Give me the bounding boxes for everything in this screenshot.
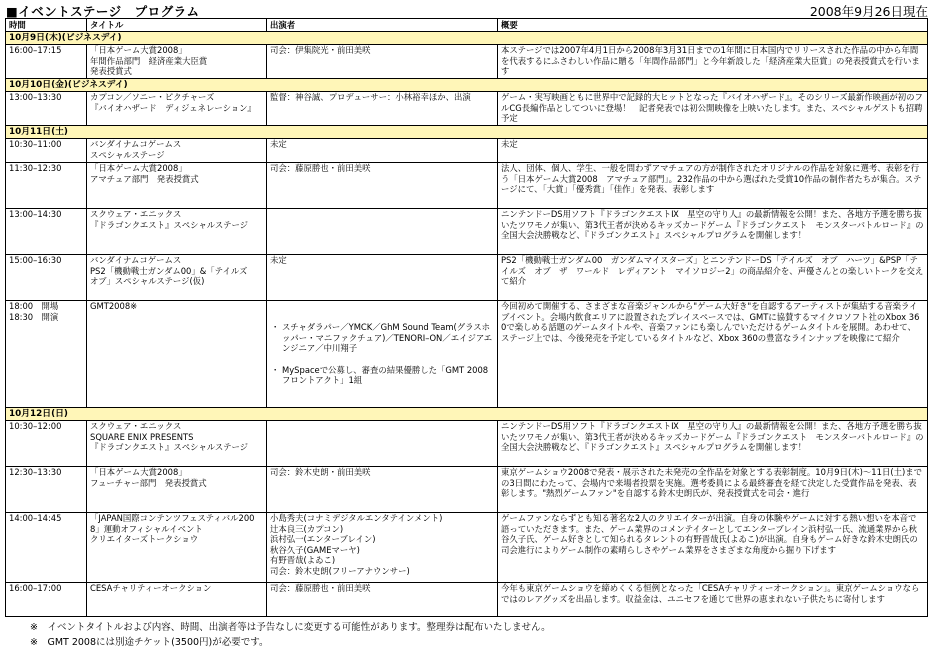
event-title: 「日本ゲーム大賞2008」 年間作品部門 経済産業大臣賞 発表授賞式: [87, 45, 267, 79]
table-row: [6, 420, 928, 466]
event-summary: ゲーム・実写映画ともに世界中で記録的大ヒットとなった『バイオハザード』。そのシリーズ最新作映画が初のフルCG長編作品としてついに登場！ 記者発表では初公開映像を上映いたします。また、スペシャルゲストも招聘予定: [498, 92, 928, 126]
day-row: [6, 32, 928, 45]
table-row: [6, 163, 928, 209]
table-row: [6, 45, 928, 79]
event-time: 10:30–12:00: [6, 420, 87, 466]
footnotes: [30, 620, 551, 650]
footnote: ※ イベントタイトルおよび内容、時間、出演者等は予告なしに変更する可能性があります。整理券は配布いたしません。: [30, 622, 551, 633]
table-row: [6, 582, 928, 616]
event-performers: 未定: [267, 139, 498, 163]
event-time: 11:30–12:30: [6, 163, 87, 209]
event-performers: [267, 420, 498, 466]
performer-list: [270, 312, 494, 397]
event-title: CESAチャリティーオークション: [87, 582, 267, 616]
event-time: 16:00–17:00: [6, 582, 87, 616]
table-row: [6, 301, 928, 408]
event-time: 14:00–14:45: [6, 512, 87, 582]
col-header-title: タイトル: [87, 19, 267, 32]
event-title: 「日本ゲーム大賞2008」 アマチュア部門 発表授賞式: [87, 163, 267, 209]
col-header-summary: 概要: [498, 19, 928, 32]
event-summary: 今年も東京ゲームショウを締めくくる恒例となった「CESAチャリティーオークション」。東京ゲームショウならではのレアグッズを出品します。収益金は、ユニセフを通じて世界の恵まれない子供たちに寄付します: [498, 582, 928, 616]
table-row: [6, 139, 928, 163]
event-title: バンダイナムコゲームス スペシャルステージ: [87, 139, 267, 163]
event-performers: 小島秀夫(コナミデジタルエンタテインメント) 辻本良三(カプコン) 浜村弘一(エンターブレイン) 秋谷久子(GAMEマーヤ) 有野晋哉(よゐこ) 司会：鈴木史朗(フリーアナウンサー): [267, 512, 498, 582]
table-row: [6, 209, 928, 255]
event-summary: 本ステージでは2007年4月1日から2008年3月31日までの1年間に日本国内でリリースされた作品の中から年間を代表するにふさわしい作品に贈る「年間作品部門」と今年新設した「経済産業大臣賞」の発表授賞式を行います: [498, 45, 928, 79]
day-label: 10月9日(木)(ビジネスデイ): [6, 32, 928, 45]
day-row: [6, 407, 928, 420]
event-performers: 司会：藤原勝也・前田美咲: [267, 582, 498, 616]
event-time: 13:00–14:30: [6, 209, 87, 255]
program-table: [5, 18, 928, 617]
event-summary: ゲームファンならずとも知る著名な2人のクリエイターが出演。自身の体験やゲームに対する熱い想いを本音で語っていただきます。また、ゲーム業界のコメンテイターとしてエンターブレイン浜村弘一氏、流通業界から秋谷久子氏、ゲーム好きとして知られるタレントの有野晋哉氏(よゐこ)が出演。自身もゲーム好きな鈴木史朗氏の司会進行によりゲーム制作の素晴らしさやゲーム業界をさまざまな角度から掘り下げます: [498, 512, 928, 582]
event-time: 18:00 開場 18:30 開演: [6, 301, 87, 408]
table-row: [6, 466, 928, 512]
event-time: 15:00–16:30: [6, 255, 87, 301]
event-title: バンダイナムコゲームス PS2「機動戦士ガンダム00」&「テイルズ オブ」スペシャルステージ(仮): [87, 255, 267, 301]
event-performers: 司会：伊集院光・前田美咲: [267, 45, 498, 79]
table-row: [6, 92, 928, 126]
event-summary: 今回初めて開催する、さまざまな音楽ジャンルから"ゲーム大好き"を自認するアーティストが集結する音楽ライブイベント。会場内飲食エリアに設置されたプレイスペースでは、GMTに協賛するマイクロソフト社のXbox 360で楽しめる話題のゲームタイトルや、音楽ファンにも楽しんでいただけるゲームタイトルを展開。あわせて、ステージ上では、今後発売を予定しているタイトルなど、Xbox 360の豊富なラインナップを映像にて紹介: [498, 301, 928, 408]
event-title: GMT2008※: [87, 301, 267, 408]
event-summary: 法人、団体、個人、学生、一般を問わずアマチュアの方が制作されたオリジナルの作品を対象に選考、表彰を行う「日本ゲーム大賞2008 アマチュア部門」。232作品の中から選ばれた受賞10作品の制作者たちが集合。ステージにて、「大賞」「優秀賞」「佳作」を発表、表彰します: [498, 163, 928, 209]
col-header-time: 時間: [6, 19, 87, 32]
as-of-date: 2008年9月26日現在: [809, 4, 928, 19]
performer-list-item: ・ スチャダラパー／YMCK／GhM Sound Team(グラスホッパー・マニファクチュア)／TENORI–ON／エイジアエンジニア／中川翔子: [282, 322, 494, 354]
event-performers: [267, 209, 498, 255]
event-performers: 司会：藤原勝也・前田美咲: [267, 163, 498, 209]
event-title: 「JAPAN国際コンテンツフェスティバル2008」運動オフィシャルイベント クリエイターズトークショウ: [87, 512, 267, 582]
table-row: [6, 512, 928, 582]
table-row: [6, 255, 928, 301]
day-row: [6, 126, 928, 139]
performer-list-item: ・ MySpaceで公募し、審査の結果優勝した「GMT 2008フロントアクト」1組: [282, 365, 494, 386]
event-summary: ニンテンドーDS用ソフト『ドラゴンクエストⅨ 星空の守り人』の最新情報を公開！また、各地方予選を勝ち抜いたツワモノが集い、第3代王者が決めるキッズカードゲーム『ドラゴンクエスト モンスターバトルロード』の全国大会決勝戦など、『ドラゴンクエスト』スペシャルプログラムを開催します！: [498, 420, 928, 466]
event-time: 16:00–17:15: [6, 45, 87, 79]
table-header-row: [6, 19, 928, 32]
event-performers: 未定: [267, 255, 498, 301]
event-title: スクウェア・エニックス SQUARE ENIX PRESENTS 『ドラゴンクエスト』スペシャルステージ: [87, 420, 267, 466]
event-performers: [267, 301, 498, 408]
event-title: 「日本ゲーム大賞2008」 フューチャー部門 発表授賞式: [87, 466, 267, 512]
event-title: スクウェア・エニックス 『ドラゴンクエスト』スペシャルステージ: [87, 209, 267, 255]
event-summary: PS2「機動戦士ガンダム00 ガンダムマイスターズ」とニンテンドーDS「テイルズ オブ ハーツ」&PSP「テイルズ オブ ザ ワールド レディアント マイソロジー2」の商品紹介を、声優さんとの楽しいトークを交えて紹介: [498, 255, 928, 301]
day-label: 10月11日(土): [6, 126, 928, 139]
page-title: ■イベントステージ プログラム: [6, 4, 200, 19]
event-title: カプコン／ソニー・ピクチャーズ 『バイオハザード ディジェネレーション』: [87, 92, 267, 126]
event-time: 13:00–13:30: [6, 92, 87, 126]
day-label: 10月10日(金)(ビジネスデイ): [6, 79, 928, 92]
event-summary: 東京ゲームショウ2008で発表・展示された未発売の全作品を対象とする表彰制度。10月9日(木)～11日(土)までの3日間にわたって、会場内で来場者投票を実施。選考委員による最終審査を経て決定した受賞作品を発表、表彰します。"熱烈ゲームファン"を自認する鈴木史朗氏が、発表授賞式を司会・進行: [498, 466, 928, 512]
event-time: 10:30–11:00: [6, 139, 87, 163]
event-time: 12:30–13:30: [6, 466, 87, 512]
event-summary: 未定: [498, 139, 928, 163]
day-row: [6, 79, 928, 92]
footnote: ※ GMT 2008には別途チケット(3500円)が必要です。: [30, 637, 269, 648]
day-label: 10月12日(日): [6, 407, 928, 420]
event-performers: 司会：鈴木史朗・前田美咲: [267, 466, 498, 512]
event-performers: 監督：神谷誠、プロデューサー：小林裕幸ほか、出演: [267, 92, 498, 126]
event-summary: ニンテンドーDS用ソフト『ドラゴンクエストⅨ 星空の守り人』の最新情報を公開！また、各地方予選を勝ち抜いたツワモノが集い、第3代王者が決めるキッズカードゲーム『ドラゴンクエスト モンスターバトルロード』の全国大会決勝戦など、『ドラゴンクエスト』スペシャルプログラムを開催します！: [498, 209, 928, 255]
col-header-performers: 出演者: [267, 19, 498, 32]
